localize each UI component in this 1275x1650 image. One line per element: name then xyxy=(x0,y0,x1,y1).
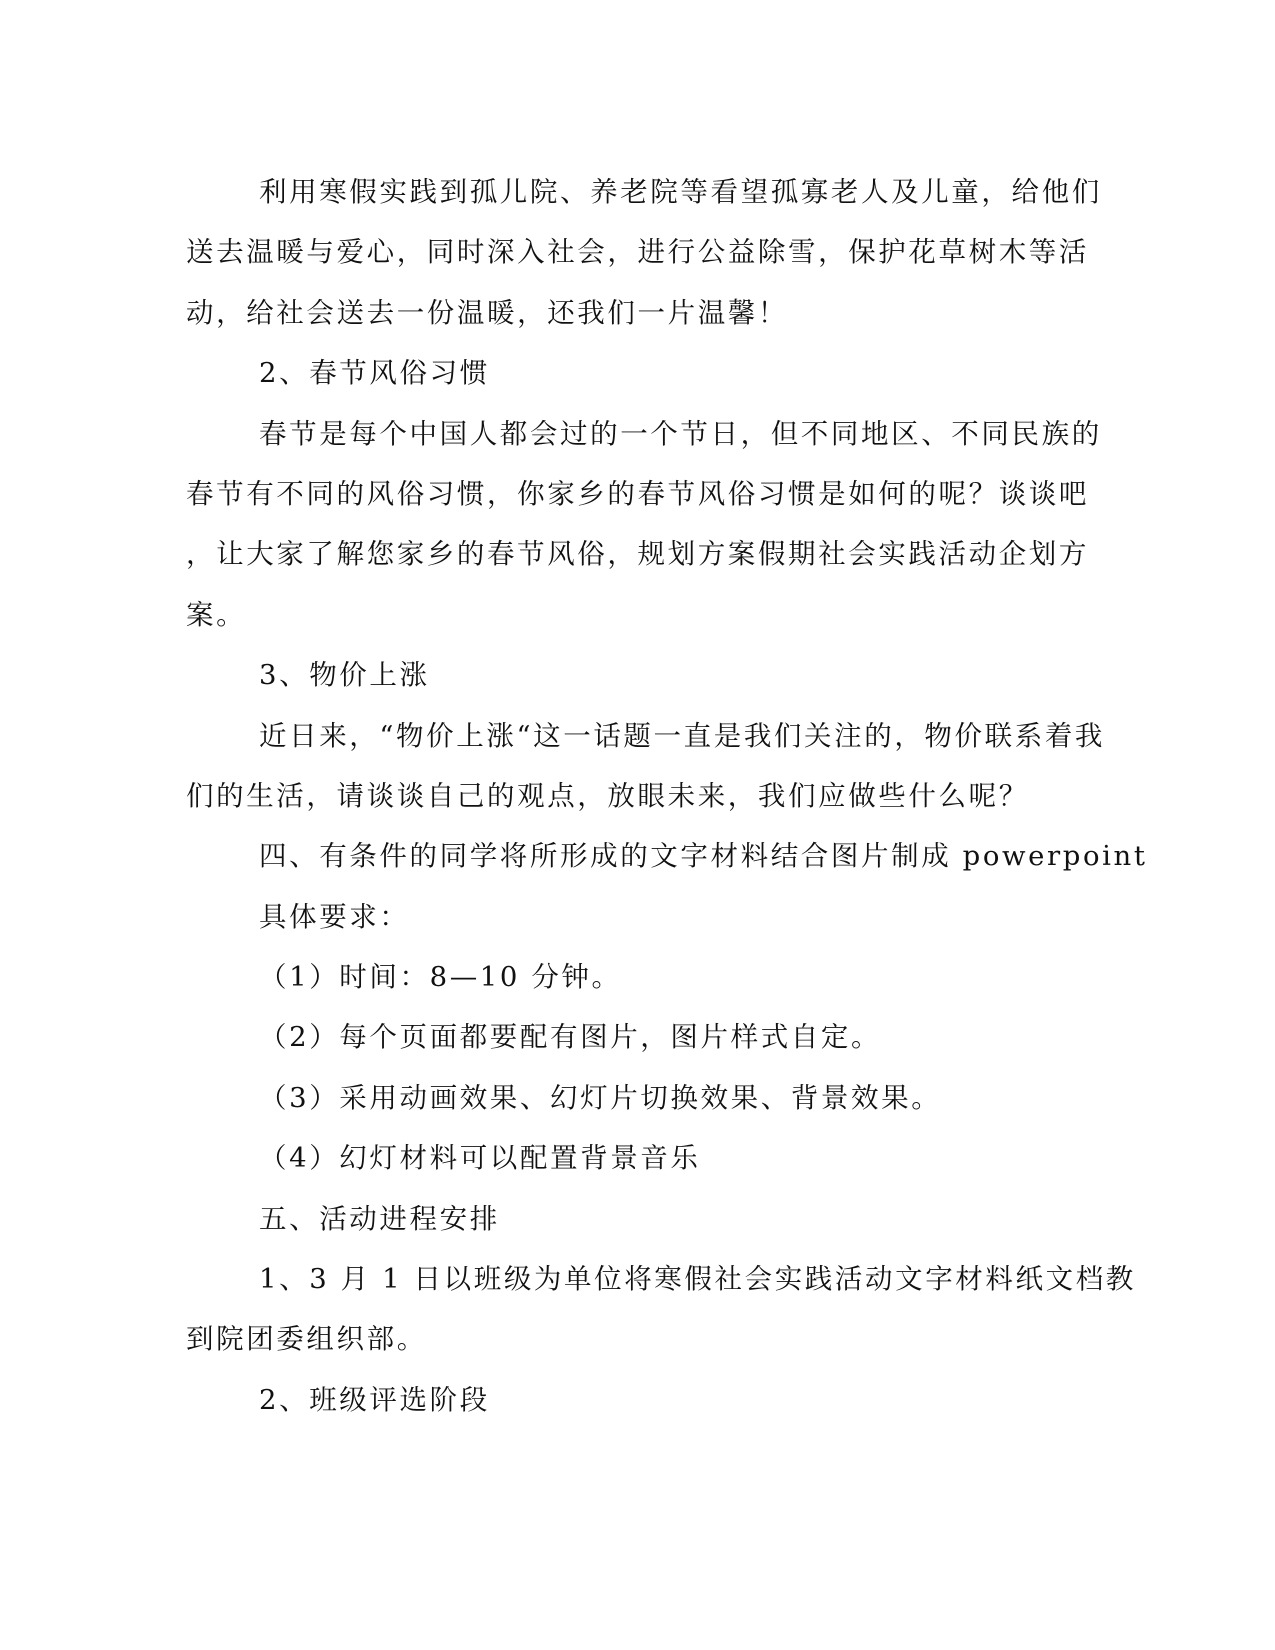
paragraph-line: 们的生活，请谈谈自己的观点，放眼未来，我们应做些什么呢？ xyxy=(186,779,1029,812)
paragraph-line: 利用寒假实践到孤儿院、养老院等看望孤寡老人及儿童，给他们 xyxy=(259,176,1102,208)
section-heading: 2、春节风俗习惯 xyxy=(259,357,490,390)
list-item: （4）幻灯材料可以配置背景音乐 xyxy=(259,1142,701,1175)
section-heading: 2、班级评选阶段 xyxy=(259,1383,490,1416)
list-item: （1）时间：8—10 分钟。 xyxy=(259,961,622,994)
paragraph-line: ，让大家了解您家乡的春节风俗，规划方案假期社会实践活动企划方 xyxy=(186,538,1089,571)
paragraph-line: 春节是每个中国人都会过的一个节日，但不同地区、不同民族的 xyxy=(259,417,1102,450)
section-heading: 四、有条件的同学将所形成的文字材料结合图片制成 powerpoint xyxy=(259,840,1148,873)
document-body xyxy=(186,162,1148,1430)
list-item: （2）每个页面都要配有图片，图片样式自定。 xyxy=(259,1021,882,1054)
paragraph-line: 具体要求： xyxy=(259,900,410,933)
section-heading: 3、物价上涨 xyxy=(259,659,430,692)
paragraph-line: 春节有不同的风俗习惯，你家乡的春节风俗习惯是如何的呢？谈谈吧 xyxy=(186,477,1089,510)
paragraph-line: 到院团委组织部。 xyxy=(186,1323,427,1356)
paragraph-line: 动，给社会送去一份温暖，还我们一片温馨！ xyxy=(186,296,788,329)
paragraph-line: 案。 xyxy=(186,598,247,631)
paragraph-line: 1、3 月 1 日以班级为单位将寒假社会实践活动文字材料纸文档教 xyxy=(259,1263,1136,1296)
list-item: （3）采用动画效果、幻灯片切换效果、背景效果。 xyxy=(259,1081,942,1114)
paragraph-line: 近日来，“物价上涨“这一话题一直是我们关注的，物价联系着我 xyxy=(259,719,1106,752)
paragraph-line: 送去温暖与爱心，同时深入社会，进行公益除雪，保护花草树木等活 xyxy=(186,236,1089,269)
section-heading: 五、活动进程安排 xyxy=(259,1202,500,1235)
